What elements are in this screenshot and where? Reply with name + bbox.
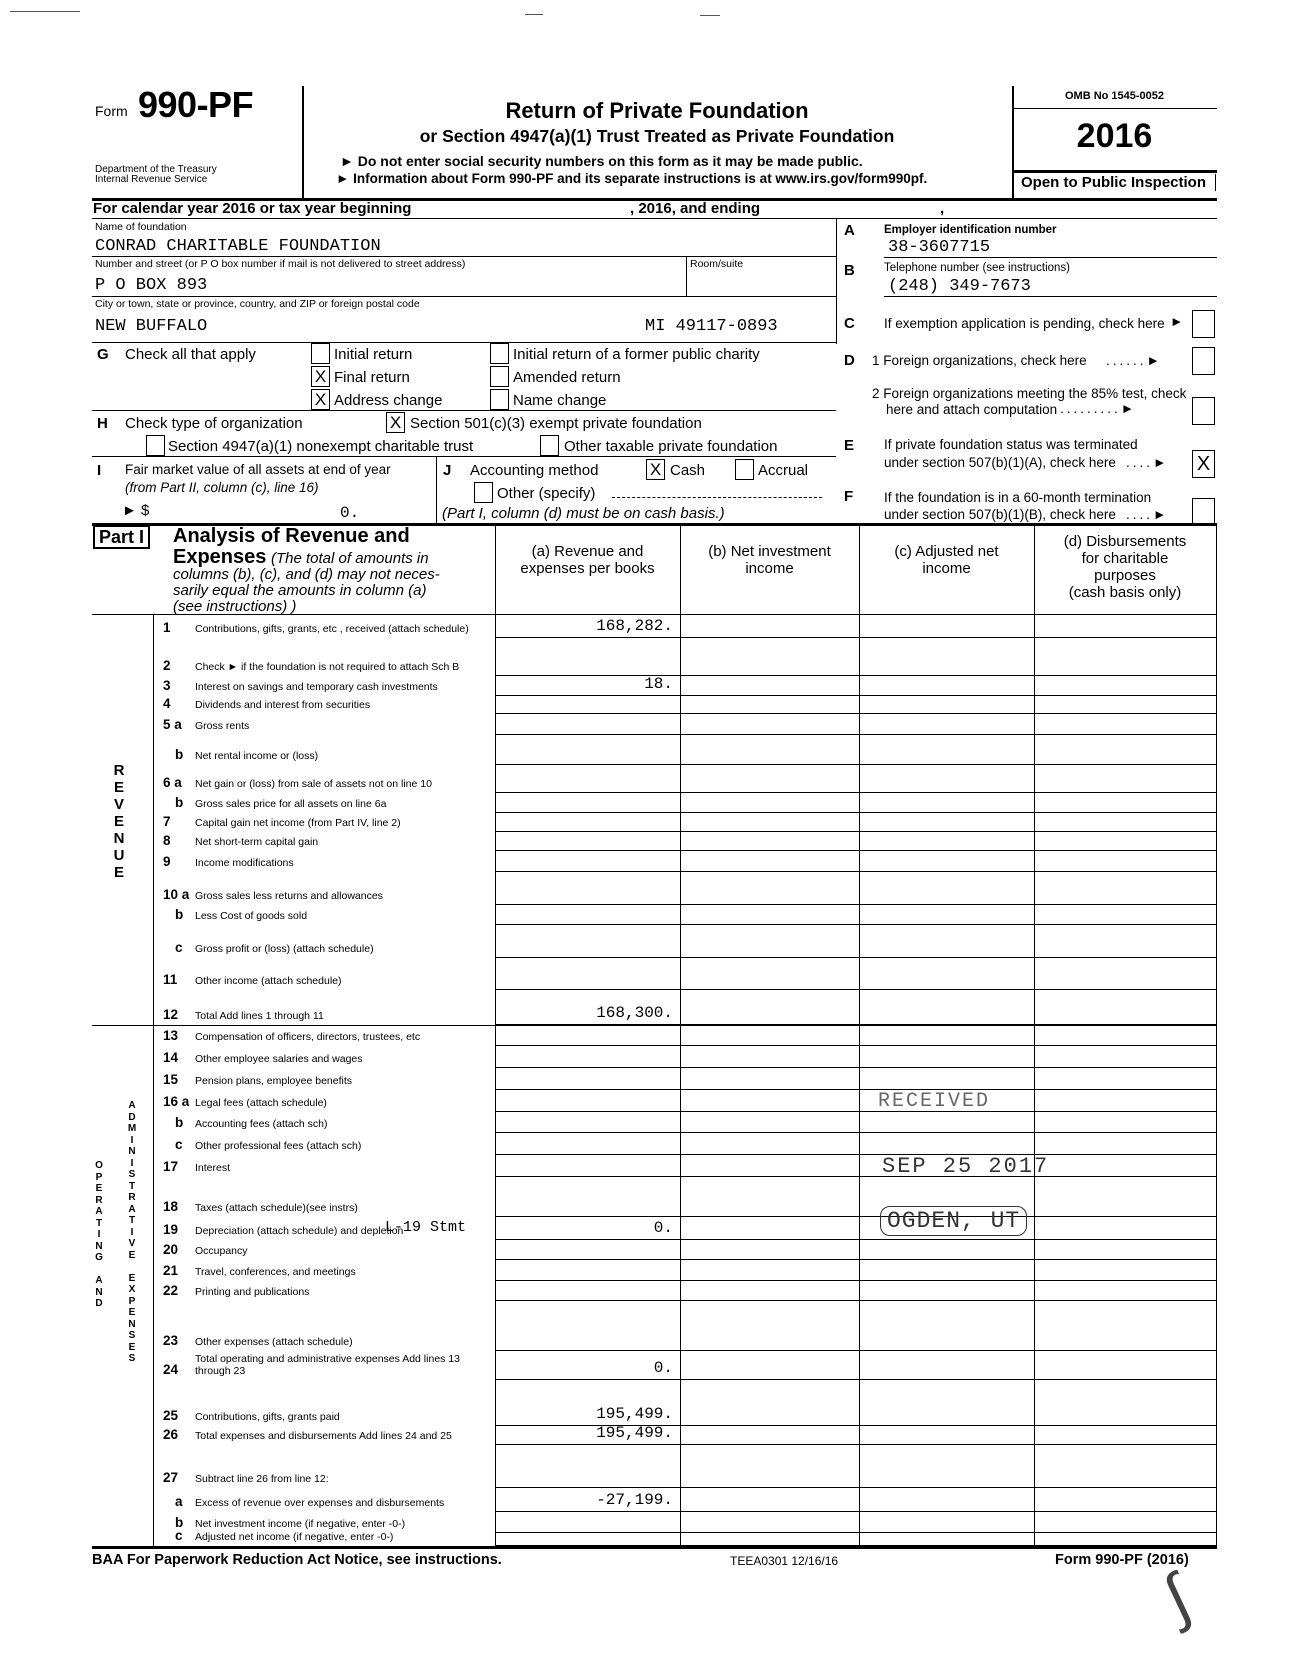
col-a-value[interactable]: 18. (644, 675, 673, 693)
line-text: Contributions, gifts, grants, etc , received (attach schedule) (195, 623, 469, 635)
exemption-pending-checkbox[interactable] (1192, 310, 1215, 338)
state-zip[interactable]: MI 49117-0893 (645, 317, 778, 336)
footer-code: TEEA0301 12/16/16 (730, 1554, 839, 1568)
name-label: Name of foundation (95, 221, 187, 233)
fmv-value[interactable]: 0. (340, 504, 360, 522)
line-text: Gross rents (195, 720, 250, 732)
i-text1: Fair market value of all assets at end of year (125, 462, 391, 477)
f-text1: If the foundation is in a 60-month termination (884, 490, 1152, 505)
line-text: Total Add lines 1 through 11 (195, 1010, 324, 1022)
line-number: 17 (163, 1159, 179, 1174)
line-number: 4 (163, 696, 171, 711)
foreign-org-checkbox[interactable] (1192, 347, 1215, 375)
e-text1: If private foundation status was terminated (884, 437, 1138, 452)
line-text: Net gain or (loss) from sale of assets not on line 10 (195, 778, 432, 790)
accrual-checkbox[interactable] (735, 459, 754, 480)
table-row (153, 638, 1216, 676)
address-change-label: Address change (334, 392, 443, 409)
line-text: Accounting fees (attach sch) (195, 1118, 328, 1130)
part-desc3: (see instructions) ) (173, 598, 297, 615)
table-row (153, 1351, 1216, 1380)
line-number: b (175, 1115, 184, 1130)
line-text: Other income (attach schedule) (195, 975, 342, 987)
table-row (153, 813, 1216, 832)
line-number: c (175, 1137, 183, 1152)
former-charity-checkbox[interactable] (490, 343, 509, 364)
line-number: 9 (163, 854, 171, 869)
initial-return-label: Initial return (334, 346, 413, 363)
name-change-label: Name change (513, 392, 607, 409)
table-row (153, 1025, 1216, 1046)
tel-letter: B (844, 262, 855, 279)
4947-label: Section 4947(a)(1) nonexempt charitable trust (168, 438, 474, 455)
form-title: Return of Private Foundation (505, 98, 809, 123)
d-letter: D (844, 352, 855, 369)
final-return-label: Final return (334, 369, 410, 386)
ein-label: Employer identification number (884, 224, 1057, 236)
line-number: 21 (163, 1263, 179, 1278)
final-return-checkbox[interactable]: X (311, 366, 330, 387)
f-letter: F (844, 488, 854, 505)
table-row (153, 1426, 1216, 1445)
table-row (153, 851, 1216, 872)
h-label: H (97, 415, 108, 432)
ssn-notice: ► Do not enter social security numbers on this form as it may be made public. (340, 153, 863, 169)
line-number: 10 a (163, 887, 190, 902)
line-number: b (175, 1515, 184, 1530)
4947-checkbox[interactable] (146, 435, 165, 456)
cash-checkbox[interactable]: X (646, 459, 665, 480)
table-row (153, 765, 1216, 793)
tel-label: Telephone number (see instructions) (884, 262, 1071, 274)
former-charity-label: Initial return of a former public charity (513, 346, 760, 363)
other-taxable-label: Other taxable private foundation (564, 438, 778, 455)
table-row (153, 1240, 1216, 1260)
table-row (153, 925, 1216, 958)
i-label: I (97, 462, 102, 479)
line-text: Contributions, gifts, grants paid (195, 1411, 340, 1423)
initial-return-checkbox[interactable] (311, 343, 330, 364)
stamp-city: OGDEN, UT (887, 1208, 1021, 1234)
col-a-value[interactable]: -27,199. (596, 1491, 673, 1509)
line-text: Gross sales less returns and allowances (195, 890, 383, 902)
address-change-checkbox[interactable]: X (311, 389, 330, 410)
d2-text1: 2 Foreign organizations meeting the 85% test, check (872, 386, 1187, 401)
line-text: Other employee salaries and wages (195, 1053, 363, 1065)
line-text: Total operating and administrative expenses Add lines 13 through 23 (195, 1353, 461, 1377)
ein-value[interactable]: 38-3607715 (888, 238, 991, 257)
d2-text2: here and attach computation (886, 402, 1058, 417)
501c3-label: Section 501(c)(3) exempt private foundation (410, 415, 702, 432)
city-label: City or town, state or province, country, and ZIP or foreign postal code (95, 298, 420, 310)
part-desc2: sarily equal the amounts in column (a) (173, 582, 427, 599)
line-number: 7 (163, 814, 171, 829)
footer-baa: BAA For Paperwork Reduction Act Notice, see instructions. (92, 1552, 502, 1568)
table-row (153, 1281, 1216, 1301)
table-row (153, 1301, 1216, 1351)
line-text: Other expenses (attach schedule) (195, 1336, 353, 1348)
line-text: Legal fees (attach schedule) (195, 1097, 327, 1109)
street-label: Number and street (or P O box number if mail is not delivered to street address) (95, 258, 466, 270)
line-number: c (175, 1528, 183, 1543)
line-number: 1 (163, 620, 171, 635)
stamp-date: SEP 25 2017 (882, 1154, 1050, 1179)
line-number: 8 (163, 833, 171, 848)
line-number: 24 (163, 1362, 179, 1377)
line-number: 18 (163, 1199, 179, 1214)
table-row (153, 614, 1216, 638)
footer-form: Form 990-PF (2016) (1055, 1552, 1189, 1568)
h-text: Check type of organization (125, 415, 303, 432)
table-row (153, 958, 1216, 990)
line-text: Check ► if the foundation is not required to attach Sch B (195, 661, 460, 673)
line-number: 13 (163, 1028, 179, 1043)
form-number: 990-PF (138, 84, 254, 125)
foreign-85-checkbox[interactable] (1192, 397, 1215, 425)
line-number: 27 (163, 1470, 179, 1485)
g-text: Check all that apply (125, 346, 256, 363)
j-note: (Part I, column (d) must be on cash basis.) (442, 505, 725, 522)
line-text: Compensation of officers, directors, trustees, etc (195, 1031, 421, 1043)
line-number: 3 (163, 678, 171, 693)
e-text2: under section 507(b)(1)(A), check here (884, 455, 1116, 470)
line-number: a (175, 1494, 183, 1509)
line-text: Adjusted net income (if negative, enter -0-) (195, 1531, 394, 1543)
foundation-name[interactable]: CONRAD CHARITABLE FOUNDATION (95, 237, 381, 256)
form-subtitle: or Section 4947(a)(1) Trust Treated as Private Foundation (419, 126, 895, 146)
line-text: Net short-term capital gain (195, 836, 319, 848)
line-number: c (175, 940, 183, 955)
table-row (153, 1445, 1216, 1488)
name-change-checkbox[interactable] (490, 389, 509, 410)
c-text: If exemption application is pending, check here (884, 316, 1165, 331)
line-text: Gross profit or (loss) (attach schedule) (195, 943, 374, 955)
col-a-value[interactable]: 0. (653, 1359, 673, 1377)
open-public-inspection: Open to Public Inspection (1012, 174, 1216, 191)
part-title2: Expenses (173, 546, 267, 568)
line-number: 23 (163, 1333, 179, 1348)
status-terminated-checkbox[interactable]: X (1192, 450, 1215, 478)
line-number: 2 (163, 658, 171, 673)
stamp-city-box (880, 1206, 1027, 1236)
line-text: Occupancy (195, 1245, 248, 1257)
line-number: 12 (163, 1007, 179, 1022)
form-header (0, 0, 1296, 200)
line-text: Gross sales price for all assets on line 6a (195, 798, 387, 810)
d1-text: 1 Foreign organizations, check here (872, 353, 1087, 368)
calendar-year-label: For calendar year 2016 or tax year beginning (93, 200, 412, 217)
omb-number: OMB No 1545-0052 (1064, 90, 1165, 102)
stamp-received: RECEIVED (878, 1090, 991, 1113)
line-number: 16 a (163, 1094, 190, 1109)
table-row (153, 990, 1216, 1025)
other-method-checkbox[interactable] (474, 482, 493, 503)
table-row (153, 1512, 1216, 1533)
table-row (153, 905, 1216, 925)
col-c-header: (c) Adjusted net income (894, 543, 999, 577)
g-label: G (97, 346, 109, 363)
line-text: Interest on savings and temporary cash investments (195, 681, 438, 693)
table-row (153, 872, 1216, 905)
c-letter: C (844, 315, 855, 332)
part-title1: Analysis of Revenue and (173, 525, 410, 547)
line-text: Dividends and interest from securities (195, 699, 371, 711)
line-text: Depreciation (attach schedule) and depletion (195, 1225, 404, 1237)
line-text: Capital gain net income (from Part IV, line 2) (195, 817, 401, 829)
col-a-header: (a) Revenue and expenses per books (520, 543, 655, 577)
line-text: Less Cost of goods sold (195, 910, 308, 922)
line-number: 20 (163, 1242, 179, 1257)
termination-60mo-checkbox[interactable] (1192, 498, 1215, 526)
scan-mark-top (10, 11, 80, 12)
col-a-value[interactable]: 168,300. (596, 1004, 673, 1022)
scan-mark-top2 (525, 14, 543, 15)
table-row (153, 1488, 1216, 1512)
room-label: Room/suite (690, 258, 744, 270)
table-row (153, 714, 1216, 735)
line-number: 11 (163, 972, 178, 987)
calendar-end-comma: , (940, 200, 945, 217)
amended-return-label: Amended return (513, 369, 621, 386)
line-number: b (175, 747, 184, 762)
part-title-italic: (The total of amounts in (271, 550, 429, 567)
line-text: Pension plans, employee benefits (195, 1075, 353, 1087)
line-text: Taxes (attach schedule)(see instrs) (195, 1202, 358, 1214)
line-text: Subtract line 26 from line 12: (195, 1473, 329, 1485)
e-letter: E (844, 437, 855, 454)
table-row (153, 1528, 1216, 1546)
table-row (153, 1046, 1216, 1068)
operating-side-label: O P E R A T I N G A N D (95, 1160, 103, 1309)
other-taxable-checkbox[interactable] (540, 435, 559, 456)
col-a-value[interactable]: 195,499. (596, 1405, 673, 1423)
line-number: b (175, 907, 184, 922)
form-word: Form (95, 103, 128, 119)
street-address[interactable]: P O BOX 893 (95, 276, 208, 295)
part-desc1: columns (b), (c), and (d) may not neces- (173, 566, 440, 583)
col-b-header: (b) Net investment income (708, 543, 831, 577)
administrative-side-label: A D M I N I S T R A T I V E E X P E N S E S (127, 1100, 137, 1364)
i-dollar: ► $ (122, 502, 150, 519)
dept-line2: Internal Revenue Service (95, 174, 208, 185)
col-a-value[interactable]: 168,282. (596, 617, 673, 635)
line-number: b (175, 795, 184, 810)
line-number: 26 (163, 1427, 179, 1442)
part-label: Part I (93, 525, 150, 549)
cash-label: Cash (670, 462, 706, 479)
table-row (153, 735, 1216, 765)
f-text2: under section 507(b)(1)(B), check here (884, 507, 1116, 522)
line-text: Other professional fees (attach sch) (195, 1140, 362, 1152)
tel-value[interactable]: (248) 349-7673 (888, 277, 1031, 296)
other-method-label: Other (specify) (497, 485, 596, 502)
city[interactable]: NEW BUFFALO (95, 317, 208, 336)
calendar-ending-label: , 2016, and ending (630, 200, 761, 217)
scan-mark-top3 (700, 15, 720, 16)
table-row (153, 1380, 1216, 1426)
table-row (153, 696, 1216, 714)
col-a-value[interactable]: 195,499. (596, 1424, 673, 1442)
line-text: Net rental income or (loss) (195, 750, 319, 762)
line-number: 22 (163, 1283, 179, 1298)
dept-line1: Department of the Treasury (95, 164, 217, 175)
line-number: 6 a (163, 775, 182, 790)
line-text: Total expenses and disbursements Add lines 24 and 25 (195, 1430, 452, 1442)
received-stamp (862, 1088, 1062, 1238)
501c3-checkbox[interactable]: X (386, 412, 405, 433)
col-a-value[interactable]: 0. (653, 1219, 673, 1237)
col-d-header: (d) Disbursements for charitable purposes (cash basis only) (1063, 533, 1187, 601)
i-text2: (from Part II, column (c), line 16) (125, 480, 319, 495)
j-text: Accounting method (470, 462, 599, 479)
line-text: Excess of revenue over expenses and disbursements (195, 1497, 445, 1509)
table-row (153, 832, 1216, 851)
line-number: 15 (163, 1072, 179, 1087)
table-row (153, 1260, 1216, 1281)
line-text: Printing and publications (195, 1286, 310, 1298)
handwritten-mark: ∫ (1153, 1560, 1200, 1634)
table-row (153, 676, 1216, 696)
tax-year: 2016 (1076, 117, 1153, 155)
line-number: 19 (163, 1222, 179, 1237)
accrual-label: Accrual (758, 462, 809, 479)
line-number: 14 (163, 1050, 179, 1065)
revenue-side-label: R E V E N U E (113, 762, 125, 881)
amended-return-checkbox[interactable] (490, 366, 509, 387)
line-text: Income modifications (195, 857, 294, 869)
j-label: J (443, 462, 452, 479)
line-text: Net investment income (if negative, enter -0-) (195, 1518, 406, 1530)
line-text: Interest (195, 1162, 231, 1174)
line-text: Travel, conferences, and meetings (195, 1266, 356, 1278)
line-extra: L-19 Stmt (385, 1219, 467, 1236)
table-row (153, 1068, 1216, 1090)
info-notice: ► Information about Form 990-PF and its separate instructions is at www.irs.gov/form990pf. (336, 171, 928, 186)
line-number: 25 (163, 1408, 179, 1423)
line-number: 5 a (163, 717, 182, 732)
ein-letter: A (844, 222, 855, 239)
table-row (153, 793, 1216, 813)
